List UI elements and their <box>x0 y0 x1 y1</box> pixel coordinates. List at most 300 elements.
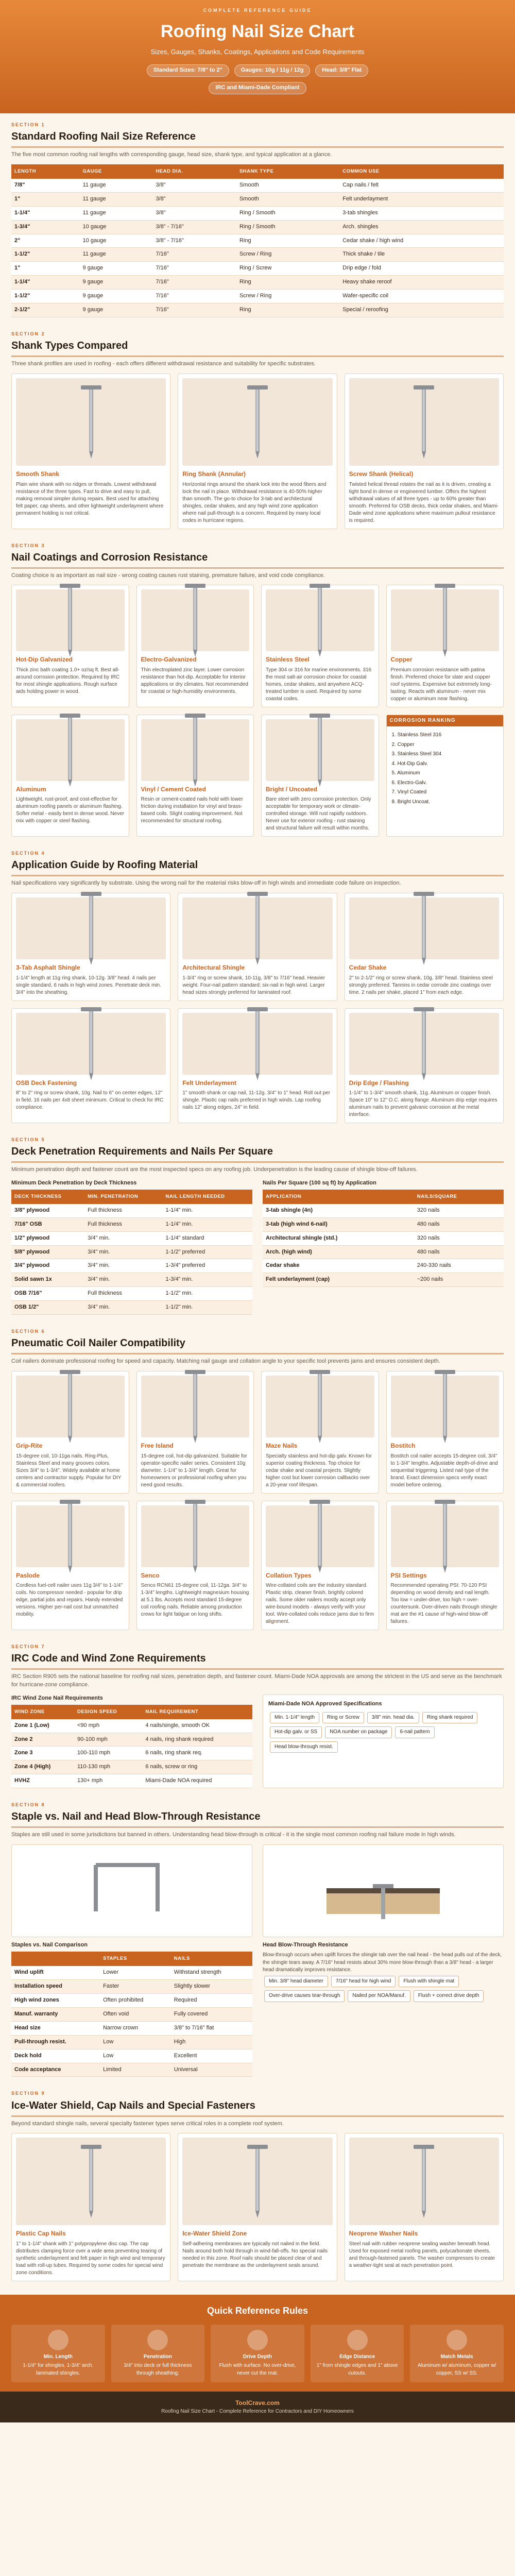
table-cell: Slightly slower <box>171 1979 252 1993</box>
table-row <box>11 220 504 234</box>
fastener-cards <box>11 2133 504 2281</box>
quick-rule <box>111 2325 205 2383</box>
size-table-body <box>11 179 504 317</box>
table-cell: 320 nails <box>414 1204 504 1217</box>
table-cell: ~200 nails <box>414 1273 504 1287</box>
card-image <box>141 589 250 651</box>
table-cell: 6 nails, ring shank req. <box>142 1747 252 1760</box>
spec-tag: Ring shank required <box>422 1712 478 1724</box>
section-kicker: SECTION 6 <box>11 1329 45 1334</box>
table-row <box>11 1287 252 1301</box>
nail-icon <box>81 385 101 459</box>
info-card <box>11 1008 170 1123</box>
table-row <box>11 1774 252 1788</box>
table-cell: Zone 1 (Low) <box>11 1719 74 1733</box>
table-cell: 3/4" min. <box>84 1259 162 1273</box>
table-cell: 3-tab shingles <box>339 206 504 220</box>
rule-title: Edge Distance <box>339 2353 375 2360</box>
table-cell: Ring / Smooth <box>236 206 339 220</box>
table-cell: 3/4" min. <box>84 1301 162 1315</box>
nail-icon <box>185 1500 205 1573</box>
card-title: Felt Underlayment <box>182 1079 237 1087</box>
table-row <box>11 2007 252 2021</box>
card-title: Stainless Steel <box>266 656 310 664</box>
table-cell: 11 gauge <box>80 206 153 220</box>
table-cell: Low <box>100 2035 171 2049</box>
corrosion-ranking <box>386 715 504 837</box>
nail-icon <box>414 1007 434 1080</box>
table-row <box>11 2063 252 2077</box>
table-title: Miami-Dade NOA Approved Specifications <box>268 1700 382 1707</box>
staple-nail-body <box>11 1966 252 2077</box>
spec-tag: Flush with shingle mat <box>399 1976 459 1988</box>
rule-title: Match Metals <box>440 2353 473 2360</box>
rule-icon <box>48 2330 68 2350</box>
table-row <box>11 1231 252 1245</box>
card-image <box>349 1013 499 1075</box>
penetration-table-block <box>11 1179 252 1315</box>
card-image <box>266 1376 374 1437</box>
card-image <box>16 897 166 959</box>
section-title: IRC Code and Wind Zone Requirements <box>11 1653 206 1665</box>
section-divider <box>11 875 504 876</box>
info-card <box>345 1008 504 1123</box>
card-text: Senco RCN61 15-degree coil, 11-12ga. 3/4" to 1-3/4" lengths. Lightweight magnesium housing at 5.1 lbs. Accepts most standard 15-degree coil roofing nails. Reliable among production crews for light fatigue on long shifts. <box>141 1582 249 1617</box>
spec-tag: Ring or Screw <box>322 1712 364 1724</box>
table-row <box>11 206 504 220</box>
table-cell: Narrow crown <box>100 2021 171 2035</box>
column-header: APPLICATION <box>263 1190 414 1204</box>
table-cell: 1" <box>11 262 80 276</box>
column-header: NAILS/SQUARE <box>414 1190 504 1204</box>
card-text: Premium corrosion resistance with patina finish. Preferred choice for slate and copper roof systems. Expensive but extremely long-lasting. Reacts with aluminum - never mix copper or aluminum near flashing. <box>390 667 492 702</box>
card-text: Specialty stainless and hot-dip galv. Known for superior coating thickness. Top choice for cedar shake and coastal projects. Slightly higher cost but lower corrosion callbacks over a 20-year roof lifespan. <box>266 1453 372 1488</box>
info-card <box>178 2133 337 2281</box>
card-title: Architectural Shingle <box>182 964 245 972</box>
table-cell: 1-3/4" <box>11 220 80 234</box>
table-cell: 130+ mph <box>74 1774 142 1788</box>
table-cell: 3-tab (high wind 6-nail) <box>263 1217 414 1231</box>
ranking-title: CORROSION RANKING <box>387 715 504 727</box>
card-image <box>16 719 125 781</box>
table-cell: 2-1/2" <box>11 303 80 317</box>
page-subtitle: Sizes, Gauges, Shanks, Coatings, Applications and Code Requirements <box>150 48 365 56</box>
table-cell: 10 gauge <box>80 234 153 248</box>
card-image <box>16 1505 125 1567</box>
card-title: Ring Shank (Annular) <box>182 470 246 478</box>
hero-pill: Gauges: 10g / 11g / 12g <box>234 64 311 77</box>
table-title: Head Blow-Through Resistance <box>263 1942 348 1948</box>
table-cell: High wind zones <box>11 1993 100 2007</box>
card-title: Grip-Rite <box>16 1442 43 1450</box>
table-cell: Felt underlayment <box>339 192 504 206</box>
table-cell: 3/8" - 7/16" <box>152 220 236 234</box>
card-title: Vinyl / Cement Coated <box>141 785 206 793</box>
table-cell: 1-1/2" min. <box>163 1287 252 1301</box>
card-text: Resin or cement-coated nails hold with lower friction during installation for vinyl and brass-based coils. Slight coating improvement. Not recommended for structural roofing. <box>141 796 243 824</box>
section-kicker: SECTION 7 <box>11 1643 45 1649</box>
info-card <box>261 585 379 707</box>
card-image <box>141 1376 250 1437</box>
nail-icon <box>414 892 434 965</box>
section-intro: Three shank profiles are used in roofing - each offers different withdrawal resistance and suitability for specific substrates. <box>11 361 316 367</box>
card-title: Senco <box>141 1571 160 1579</box>
table-cell: 90-100 mph <box>74 1733 142 1747</box>
table-cell: 100-110 mph <box>74 1747 142 1760</box>
table-row <box>11 1747 252 1760</box>
spec-tag: NOA number on package <box>325 1726 392 1738</box>
table-row <box>11 1760 252 1774</box>
section-irc-code <box>11 1635 504 1793</box>
card-title: Cedar Shake <box>349 964 387 972</box>
table-cell: 3/4" min. <box>84 1245 162 1259</box>
table-row <box>11 276 504 290</box>
card-title: Drip Edge / Flashing <box>349 1079 409 1087</box>
table-row <box>263 1231 504 1245</box>
nail-icon <box>81 2145 101 2218</box>
rule-text: 1-1/4" for shingles. 1-3/4" arch. laminated shingles. <box>23 2363 94 2376</box>
spec-tag: Nailed per NOA/Manuf. <box>348 1990 410 2002</box>
table-cell: 5/8" plywood <box>11 1245 84 1259</box>
table-cell: Ring / Smooth <box>236 220 339 234</box>
column-header: DESIGN SPEED <box>74 1705 142 1719</box>
card-title: Paslode <box>16 1571 40 1579</box>
section-coil-nailer <box>11 1320 504 1635</box>
card-title: Ice-Water Shield Zone <box>182 2230 247 2238</box>
table-row <box>263 1245 504 1259</box>
card-text: Plain wire shank with no ridges or threads. Lowest withdrawal resistance of the three types. Fast to drive and easy to pull, making removal simpler during repairs. Best used for attaching felt paper, cap sheets, and other lightweight underlayment where permanent holding is not critical. <box>16 481 164 516</box>
table-cell: Low <box>100 2049 171 2063</box>
info-card <box>386 1371 504 1493</box>
ranking-item: 1. Stainless Steel 316 <box>391 732 442 738</box>
card-text: Bare steel with zero corrosion protection. Only acceptable for temporary work or climate-controlled storage. Will rust rapidly outdoors. Never use for exterior roofing - rust staining and structural failure will result within months. <box>266 796 371 832</box>
table-cell: 240-330 nails <box>414 1259 504 1273</box>
nail-icon <box>247 385 268 459</box>
info-card <box>11 374 170 529</box>
ranking-item: 4. Hot-Dip Galv. <box>391 760 428 767</box>
table-cell: Arch. (high wind) <box>263 1245 414 1259</box>
card-title: Neoprene Washer Nails <box>349 2230 418 2238</box>
nail-icon <box>414 2145 434 2218</box>
card-title: Maze Nails <box>266 1442 298 1450</box>
table-cell: Special / reroofing <box>339 303 504 317</box>
card-text: 1" smooth shank or cap nail, 11-12g. 3/4" to 1" head. Roll out per shingle. Plastic cap nails preferred in high winds. Lap roofing nails 12" along edges, 24" in field. <box>182 1090 331 1111</box>
card-title: 3-Tab Asphalt Shingle <box>16 964 80 972</box>
card-text: 15-degree coil, 10-11ga nails. Ring-Plus, Stainless Steel and many grooves colors. Sizes 3/4" to 1-3/4". Widely available at home centers and contractor supply. Popular for DIY & commercial roofers. <box>16 1453 122 1488</box>
table-title: IRC Wind Zone Nail Requirements <box>11 1694 103 1701</box>
blow-through-block <box>263 1844 504 2077</box>
table-cell: Faster <box>100 1979 171 1993</box>
table-cell: 11 gauge <box>80 248 153 262</box>
info-card <box>136 715 254 837</box>
section-kicker: SECTION 3 <box>11 543 45 548</box>
section-intro: The five most common roofing nail lengths with corresponding gauge, head size, shank type, and typical application at a glance. <box>11 151 332 158</box>
table-cell: Full thickness <box>84 1217 162 1231</box>
table-row <box>11 248 504 262</box>
section-title: Deck Penetration Requirements and Nails Per Square <box>11 1146 273 1158</box>
rule-icon <box>247 2330 268 2350</box>
card-text: Self-adhering membranes are typically not nailed in the field. Nails around both hold through in wind-fall-offs. No special nails needed in this zone. Roof nails should be placed clear of and penetrate the membrane as the underlayment seals around. <box>182 2241 328 2268</box>
nail-icon <box>435 1370 455 1443</box>
section-intro: Coil nailers dominate professional roofing for speed and capacity. Matching nail gauge and collation angle to your specific tool prevents jams and ensures consistent depth. <box>11 1358 440 1365</box>
table-cell: High <box>171 2035 252 2049</box>
table-cell: Pull-through resist. <box>11 2035 100 2049</box>
column-header: NAILS <box>171 1952 252 1966</box>
miami-dade-block <box>263 1694 504 1788</box>
column-header: STAPLES <box>100 1952 171 1966</box>
table-cell: 7/16" OSB <box>11 1217 84 1231</box>
hero-header <box>0 0 515 113</box>
nail-icon <box>81 892 101 965</box>
table-row <box>11 290 504 303</box>
info-card <box>178 1008 337 1123</box>
card-title: Plastic Cap Nails <box>16 2230 66 2238</box>
spec-tag: Over-drive causes tear-through <box>264 1990 345 2002</box>
table-cell: Wind uplift <box>11 1966 100 1979</box>
staple-nail-table <box>11 1952 252 2077</box>
section-title: Staple vs. Nail and Head Blow-Through Resistance <box>11 1811 261 1823</box>
section-intro: Nail specifications vary significantly by substrate. Using the wrong nail for the material risks blow-off in high winds and immediate code failure on inspection. <box>11 880 401 887</box>
section-divider <box>11 567 504 569</box>
nail-icon <box>247 2145 268 2218</box>
nail-icon <box>60 584 80 657</box>
section-size-reference <box>11 113 504 323</box>
info-card <box>11 893 170 1001</box>
page-title: Roofing Nail Size Chart <box>161 22 354 42</box>
table-cell: 2" <box>11 234 80 248</box>
table-row <box>263 1259 504 1273</box>
rule-title: Penetration <box>143 2353 172 2360</box>
section-title: Ice-Water Shield, Cap Nails and Special Fasteners <box>11 2099 255 2111</box>
nail-icon <box>247 1007 268 1080</box>
table-cell: 1-1/2" preferred <box>163 1245 252 1259</box>
ranking-item: 2. Copper <box>391 741 415 748</box>
spec-tag: Head blow-through resist. <box>270 1741 338 1753</box>
card-text: 1-3/4" ring or screw shank, 10-11g, 3/8" to 7/16" head. Heavier weight. Four-nail pattern standard; six-nail in high wind. Larger head sizes strongly preferred for laminated roof. <box>182 975 325 995</box>
table-cell: Head size <box>11 2021 100 2035</box>
card-text: Lightweight, rust-proof, and cost-effective for aluminum roofing panels or aluminum flashing. Softer metal - easily bent in dense wood. Never mix with copper or steel flashing. <box>16 796 125 824</box>
table-cell: HVHZ <box>11 1774 74 1788</box>
table-cell: 7/16" <box>152 248 236 262</box>
table-row <box>11 1259 252 1273</box>
card-image <box>141 1505 250 1567</box>
card-image <box>266 589 374 651</box>
spec-tag: Min. 1-1/4" length <box>270 1712 319 1724</box>
info-card <box>345 374 504 529</box>
column-header: COMMON USE <box>339 164 504 179</box>
size-table <box>11 164 504 317</box>
table-row <box>11 192 504 206</box>
table-cell: 110-130 mph <box>74 1760 142 1774</box>
card-text: Horizontal rings around the shank lock into the wood fibers and lock the nail in place. Withdrawal resistance is 40-50% higher than smooth. The go-to choice for 3-tab and architectural shingles, cedar shakes, and any high wind zone application where nail pull-through is a concern. Required by many local codes in hurricane regions. <box>182 481 327 523</box>
table-cell: Cedar shake / high wind <box>339 234 504 248</box>
nail-icon <box>310 1370 330 1443</box>
table-cell: 3/4" min. <box>84 1231 162 1245</box>
hero-pill: Standard Sizes: 7/8" to 2" <box>147 64 229 77</box>
table-cell: 1-3/4" min. <box>163 1273 252 1287</box>
table-cell: Code acceptance <box>11 2063 100 2077</box>
table-cell: 6 nails, screw or ring <box>142 1760 252 1774</box>
nail-icon <box>60 714 80 787</box>
table-cell: <90 mph <box>74 1719 142 1733</box>
card-title: Aluminum <box>16 785 46 793</box>
card-title: Copper <box>390 656 413 664</box>
info-card <box>11 585 129 707</box>
section-shank-types <box>11 323 504 534</box>
table-cell: 1-1/2" <box>11 248 80 262</box>
table-cell: 7/8" <box>11 179 80 192</box>
table-cell: 3/4" min. <box>84 1273 162 1287</box>
quick-reference-band <box>0 2295 515 2392</box>
section-divider <box>11 2115 504 2117</box>
card-title: Collation Types <box>266 1571 312 1579</box>
nails-per-square-table <box>263 1190 504 1287</box>
card-title: Smooth Shank <box>16 470 60 478</box>
card-title: Hot-Dip Galvanized <box>16 656 73 664</box>
section-kicker: SECTION 5 <box>11 1137 45 1143</box>
section-coatings <box>11 534 504 842</box>
section-kicker: SECTION 8 <box>11 1802 45 1808</box>
rule-title: Min. Length <box>43 2353 73 2360</box>
spec-tag: Min. 3/8" head diameter <box>264 1976 328 1988</box>
info-card <box>11 1371 129 1493</box>
quick-reference-grid <box>11 2325 504 2383</box>
table-cell: Zone 2 <box>11 1733 74 1747</box>
table-cell: 3/8" plywood <box>11 1204 84 1217</box>
table-cell: 3/8" to 7/16" flat <box>171 2021 252 2035</box>
card-text: Cordless fuel-cell nailer uses 11g 3/4" to 1-1/4" coils. No compressor needed - popular for drip edge, partial jobs and repairs. Handy extended versions. Higher per-nail cost but unmatched mobility. <box>16 1582 123 1617</box>
table-row <box>263 1273 504 1287</box>
card-text: 15-degree coil, hot-dip galvanized. Suitable for operator-specific nailer series. Consistent 10g diameter. 1-1/4" to 1-3/4" length. Great for homeowners or professional roofing when you need good results. <box>141 1453 247 1488</box>
table-cell: 3/4" plywood <box>11 1259 84 1273</box>
card-text: Thin electroplated zinc layer. Lower corrosion resistance than hot-dip. Acceptable for interior applications or dry climates. Not recommended for coastal or high-humidity environments. <box>141 667 248 694</box>
table-row <box>11 1245 252 1259</box>
column-header: SHANK TYPE <box>236 164 339 179</box>
column-header: HEAD DIA. <box>152 164 236 179</box>
quick-rule <box>410 2325 504 2383</box>
staple-nail-block <box>11 1844 252 2077</box>
column-header <box>11 1952 100 1966</box>
card-title: OSB Deck Fastening <box>16 1079 77 1087</box>
info-card <box>345 2133 504 2281</box>
ranking-item: 6. Electro-Galv. <box>391 779 427 786</box>
table-cell: 1/2" plywood <box>11 1231 84 1245</box>
card-image <box>16 1376 125 1437</box>
table-title: Minimum Deck Penetration by Deck Thickness <box>11 1180 137 1187</box>
column-header: LENGTH <box>11 164 80 179</box>
table-cell: Installation speed <box>11 1979 100 1993</box>
nail-icon <box>435 584 455 657</box>
info-card <box>136 1371 254 1493</box>
info-card <box>386 585 504 707</box>
card-text: 1-1/4" length at 11g ring shank, 10-12g. 3/8" head. 4 nails per single standard, 6 nails in high wind zones. Penetrate deck min. 3/4" into the sheathing. <box>16 975 161 995</box>
table-row <box>11 1217 252 1231</box>
table-cell: Zone 4 (High) <box>11 1760 74 1774</box>
table-cell: Limited <box>100 2063 171 2077</box>
quick-rule <box>311 2325 404 2383</box>
table-cell: 1-1/4" standard <box>163 1231 252 1245</box>
card-title: Free Island <box>141 1442 174 1450</box>
table-cell: 1-1/2" <box>11 290 80 303</box>
info-card <box>11 2133 170 2281</box>
card-text: Twisted helical thread rotates the nail as it is driven, creating a tight bond in dense or engineered lumber. Offers the highest withdrawal values of all three types - up to 60% greater than smooth. Preferred for OSB decks, thick cedar shakes, and Miami-Dade wind zone applications where maximum pullout resistance is required. <box>349 481 499 523</box>
nail-icon <box>185 1370 205 1443</box>
table-cell: Deck hold <box>11 2049 100 2063</box>
section-divider <box>11 1353 504 1354</box>
section-intro: Minimum penetration depth and fastener count are the most inspected specs on any roofing job. Underpenetration is the leading cause of shingle blow-off failures. <box>11 1166 418 1173</box>
info-card <box>11 715 129 837</box>
footer-brand: ToolCrave.com <box>235 2399 280 2407</box>
table-cell: 4 nails, ring shank required <box>142 1733 252 1747</box>
nail-icon <box>81 1007 101 1080</box>
table-cell: Smooth <box>236 192 339 206</box>
card-image <box>16 378 166 466</box>
table-cell: 7/16" <box>152 262 236 276</box>
staple-illustration <box>11 1844 252 1937</box>
nail-icon <box>310 1500 330 1573</box>
shank-cards <box>11 374 504 529</box>
section-intro: IRC Section R905 sets the national baseline for roofing nail sizes, penetration depth, and fastener count. Miami-Dade NOA approvals are among the strictest in the US and serve as the benchmark for hurricane-zone compliance. <box>11 1673 502 1688</box>
nail-icon <box>435 1500 455 1573</box>
table-cell: 1-1/2" min. <box>163 1301 252 1315</box>
rule-icon <box>447 2330 467 2350</box>
blow-through-tags <box>263 1974 504 2004</box>
table-cell: Full thickness <box>84 1287 162 1301</box>
nail-icon <box>60 1500 80 1573</box>
table-cell: Smooth <box>236 179 339 192</box>
table-cell: 1-1/4" <box>11 206 80 220</box>
section-divider <box>11 1668 504 1670</box>
table-row <box>11 179 504 192</box>
section-divider <box>11 146 504 148</box>
section-kicker: SECTION 1 <box>11 122 45 127</box>
table-cell: 7/16" <box>152 290 236 303</box>
card-image <box>349 897 499 959</box>
section-kicker: SECTION 4 <box>11 851 45 856</box>
card-title: Screw Shank (Helical) <box>349 470 414 478</box>
column-header: NAIL LENGTH NEEDED <box>163 1190 252 1204</box>
table-row <box>11 1273 252 1287</box>
rule-text: Flush with surface. No over-drive, never cut the mat. <box>219 2363 296 2376</box>
table-row <box>11 1979 252 1993</box>
penetration-table-body <box>11 1204 252 1315</box>
hero-pill: Head: 3/8" Flat <box>315 64 368 77</box>
section-title: Application Guide by Roofing Material <box>11 859 198 871</box>
table-row <box>11 1719 252 1733</box>
quick-rule <box>211 2325 304 2383</box>
table-row <box>11 1204 252 1217</box>
nail-in-deck-icon <box>321 1852 445 1929</box>
section-divider <box>11 355 504 357</box>
table-cell: 3/8" - 7/16" <box>152 234 236 248</box>
table-cell: 3/8" <box>152 206 236 220</box>
table-title: Nails Per Square (100 sq ft) by Application <box>263 1180 376 1187</box>
card-text: Type 304 or 316 for marine environments. 316 the most salt-air corrosion choice for coastal homes, cedar shakes, and anywhere ACQ-treated lumber is used. Required by some coastal codes. <box>266 667 372 702</box>
wind-zone-table <box>11 1705 252 1788</box>
hero-pills <box>0 64 515 77</box>
ranking-list <box>392 731 499 807</box>
ranking-item: 3. Stainless Steel 304 <box>391 751 442 757</box>
table-cell: Screw / Ring <box>236 248 339 262</box>
table-cell: Universal <box>171 2063 252 2077</box>
application-cards <box>11 893 504 1123</box>
card-image <box>16 589 125 651</box>
column-header: MIN. PENETRATION <box>84 1190 162 1204</box>
table-cell: 11 gauge <box>80 192 153 206</box>
quick-reference-title: Quick Reference Rules <box>207 2305 308 2316</box>
table-cell: 9 gauge <box>80 290 153 303</box>
table-cell: Solid sawn 1x <box>11 1273 84 1287</box>
